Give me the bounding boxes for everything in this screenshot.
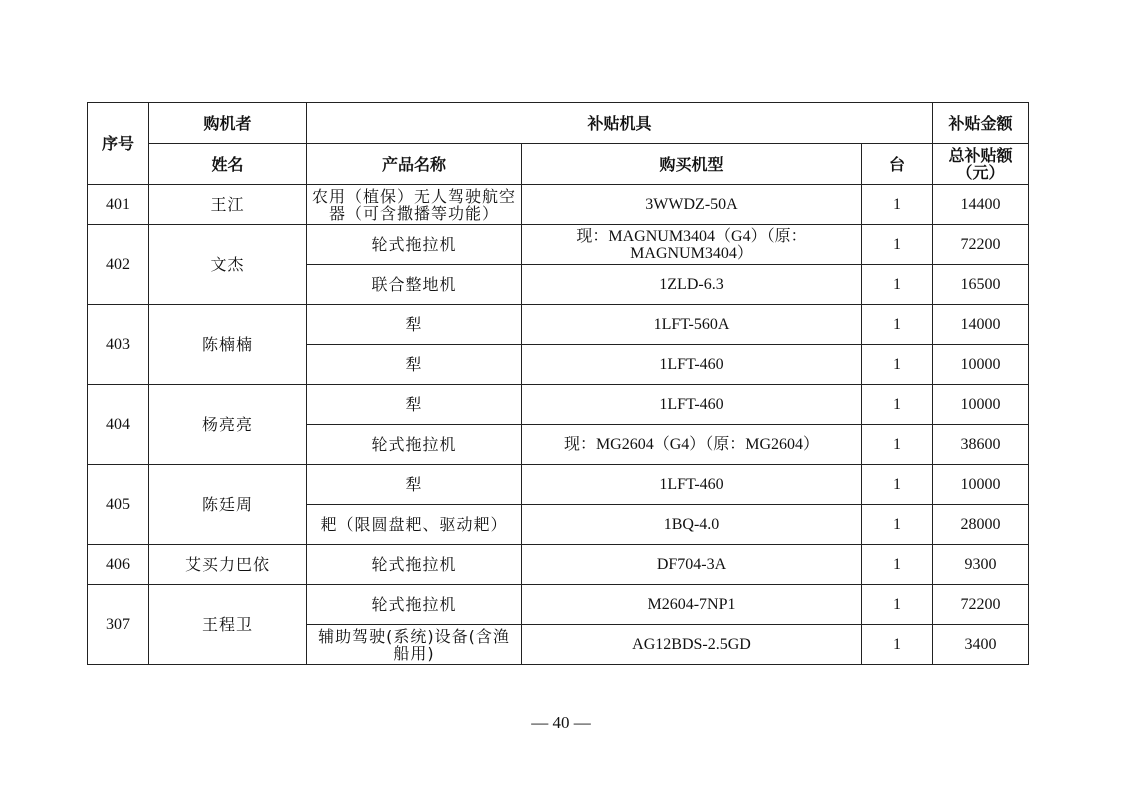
- cell-product: 农用（植保）无人驾驶航空器（可含撒播等功能）: [307, 185, 522, 225]
- cell-qty: 1: [862, 625, 933, 665]
- cell-qty: 1: [862, 425, 933, 465]
- header-name: 姓名: [149, 144, 307, 185]
- cell-amount: 14400: [933, 185, 1029, 225]
- cell-product: 轮式拖拉机: [307, 585, 522, 625]
- cell-name: 王程卫: [149, 585, 307, 665]
- cell-product: 辅助驾驶(系统)设备(含渔船用): [307, 625, 522, 665]
- cell-qty: 1: [862, 545, 933, 585]
- cell-product: 轮式拖拉机: [307, 425, 522, 465]
- cell-model: M2604-7NP1: [522, 585, 862, 625]
- cell-amount: 16500: [933, 265, 1029, 305]
- cell-model: AG12BDS-2.5GD: [522, 625, 862, 665]
- cell-model: 3WWDZ-50A: [522, 185, 862, 225]
- cell-product: 耙（限圆盘耙、驱动耙）: [307, 505, 522, 545]
- cell-model: 1LFT-460: [522, 465, 862, 505]
- cell-amount: 10000: [933, 385, 1029, 425]
- cell-seq: 404: [88, 385, 149, 465]
- cell-model: 1LFT-560A: [522, 305, 862, 345]
- cell-name: 陈楠楠: [149, 305, 307, 385]
- header-unit: 台: [862, 144, 933, 185]
- table-row: [88, 465, 1029, 505]
- cell-model: 1ZLD-6.3: [522, 265, 862, 305]
- cell-amount: 10000: [933, 465, 1029, 505]
- cell-qty: 1: [862, 465, 933, 505]
- cell-amount: 10000: [933, 345, 1029, 385]
- header-row-1: [88, 103, 1029, 144]
- cell-product: 联合整地机: [307, 265, 522, 305]
- header-seq: 序号: [88, 103, 149, 185]
- cell-model: 1LFT-460: [522, 385, 862, 425]
- cell-seq: 403: [88, 305, 149, 385]
- cell-model: 现：MG2604（G4）（原：MG2604）: [522, 425, 862, 465]
- cell-amount: 9300: [933, 545, 1029, 585]
- cell-name: 王江: [149, 185, 307, 225]
- table-row: [88, 545, 1029, 585]
- cell-name: 陈廷周: [149, 465, 307, 545]
- cell-model: DF704-3A: [522, 545, 862, 585]
- cell-seq: 401: [88, 185, 149, 225]
- table-row: [88, 225, 1029, 265]
- header-buyer: 购机者: [149, 103, 307, 144]
- cell-seq: 307: [88, 585, 149, 665]
- cell-name: 文杰: [149, 225, 307, 305]
- cell-product: 轮式拖拉机: [307, 545, 522, 585]
- table-row: [88, 305, 1029, 345]
- table-row: [88, 585, 1029, 625]
- cell-model: 现：MAGNUM3404（G4）（原：MAGNUM3404）: [522, 225, 862, 265]
- cell-qty: 1: [862, 385, 933, 425]
- header-row-2: [88, 144, 1029, 185]
- cell-product: 犁: [307, 385, 522, 425]
- cell-qty: 1: [862, 505, 933, 545]
- cell-product: 犁: [307, 305, 522, 345]
- cell-seq: 405: [88, 465, 149, 545]
- cell-seq: 402: [88, 225, 149, 305]
- cell-qty: 1: [862, 225, 933, 265]
- cell-qty: 1: [862, 305, 933, 345]
- cell-seq: 406: [88, 545, 149, 585]
- page-number: — 40 —: [531, 713, 591, 732]
- cell-amount: 72200: [933, 585, 1029, 625]
- subsidy-table: [87, 102, 1029, 665]
- cell-amount: 28000: [933, 505, 1029, 545]
- cell-model: 1LFT-460: [522, 345, 862, 385]
- cell-qty: 1: [862, 345, 933, 385]
- cell-product: 轮式拖拉机: [307, 225, 522, 265]
- header-total: 总补贴额（元）: [933, 144, 1029, 185]
- cell-qty: 1: [862, 585, 933, 625]
- cell-model: 1BQ-4.0: [522, 505, 862, 545]
- cell-qty: 1: [862, 185, 933, 225]
- header-model: 购买机型: [522, 144, 862, 185]
- cell-name: 杨亮亮: [149, 385, 307, 465]
- cell-product: 犁: [307, 345, 522, 385]
- cell-product: 犁: [307, 465, 522, 505]
- header-amount: 补贴金额: [933, 103, 1029, 144]
- cell-amount: 38600: [933, 425, 1029, 465]
- table-row: [88, 385, 1029, 425]
- header-machine: 补贴机具: [307, 103, 933, 144]
- cell-amount: 14000: [933, 305, 1029, 345]
- header-product: 产品名称: [307, 144, 522, 185]
- cell-amount: 3400: [933, 625, 1029, 665]
- cell-name: 艾买力巴依: [149, 545, 307, 585]
- cell-amount: 72200: [933, 225, 1029, 265]
- cell-qty: 1: [862, 265, 933, 305]
- table-row: [88, 185, 1029, 225]
